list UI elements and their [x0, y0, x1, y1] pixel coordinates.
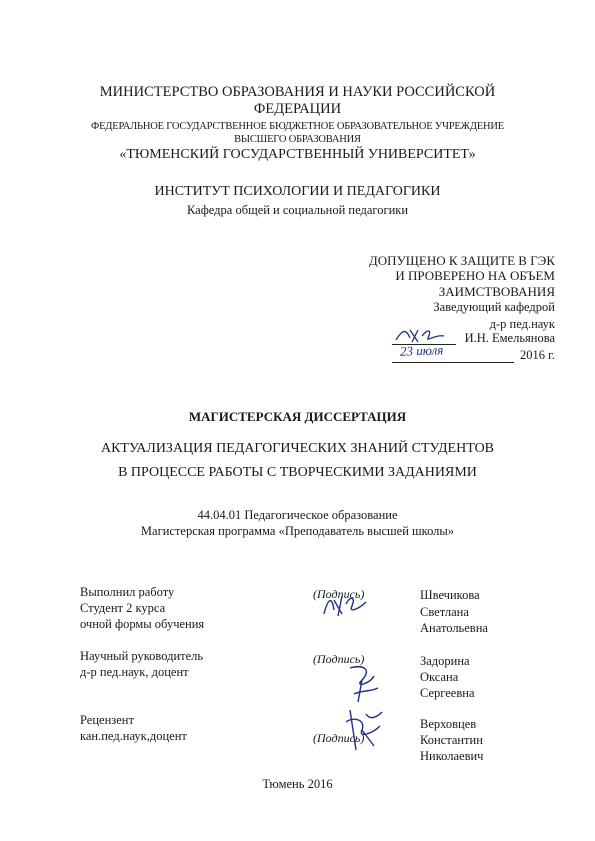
author-role1: Выполнил работу — [80, 585, 175, 599]
advisor-role2: д-р пед.наук, доцент — [80, 665, 189, 679]
institution-line1: ФЕДЕРАЛЬНОЕ ГОСУДАРСТВЕННОЕ БЮДЖЕТНОЕ ОБРАЗОВАТЕЛЬНОЕ УЧРЕЖДЕНИЕ — [90, 121, 505, 132]
author-signature — [318, 590, 370, 620]
author-role3: очной формы обучения — [80, 617, 205, 631]
advisor-surname: Задорина — [420, 654, 470, 668]
approval-line3: ЗАИМСТВОВАНИЯ — [438, 284, 555, 299]
institution-line2: ВЫСШЕГО ОБРАЗОВАНИЯ — [234, 134, 361, 145]
reviewer-patronymic: Николаевич — [420, 749, 484, 763]
advisor-sign-label: (Подпись) — [313, 652, 365, 666]
approval-line2: И ПРОВЕРЕНО НА ОБЪЕМ — [395, 268, 555, 283]
advisor-role1: Научный руководитель — [80, 649, 204, 663]
approval-head-degree: д-р пед.наук — [489, 317, 555, 331]
approval-year: 2016 г. — [520, 348, 555, 362]
reviewer-role2: кан.пед.наук,доцент — [80, 729, 187, 743]
reviewer-role1: Рецензент — [80, 713, 134, 727]
advisor-firstname: Оксана — [420, 670, 459, 684]
approval-head-name: И.Н. Емельянова — [464, 331, 555, 345]
author-role2: Студент 2 курса — [80, 601, 166, 615]
advisor-patronymic: Сергеевна — [420, 686, 475, 700]
topic-line2: В ПРОЦЕССЕ РАБОТЫ С ТВОРЧЕСКИМИ ЗАДАНИЯМИ — [118, 465, 477, 480]
program-name: Магистерская программа «Преподаватель высшей школы» — [140, 524, 455, 538]
reviewer-surname: Верховцев — [420, 717, 477, 731]
ministry-line1: МИНИСТЕРСТВО ОБРАЗОВАНИЯ И НАУКИ РОССИЙСКОЙ — [99, 84, 496, 100]
reviewer-sign-label: (Подпись) — [313, 731, 365, 745]
author-sign-label: (Подпись) — [313, 587, 365, 601]
program-code: 44.04.01 Педагогическое образование — [197, 508, 398, 522]
ministry-line2: ФЕДЕРАЦИИ — [253, 101, 342, 117]
author-surname: Швечикова — [420, 588, 480, 602]
advisor-signature — [340, 660, 390, 706]
author-patronymic: Анатольевна — [420, 621, 488, 635]
reviewer-firstname: Константин — [420, 733, 483, 747]
institute-name: ИНСТИТУТ ПСИХОЛОГИИ И ПЕДАГОГИКИ — [154, 184, 441, 199]
thesis-type: МАГИСТЕРСКАЯ ДИССЕРТАЦИЯ — [188, 409, 407, 424]
topic-line1: АКТУАЛИЗАЦИЯ ПЕДАГОГИЧЕСКИХ ЗНАНИЙ СТУДЕНТОВ — [100, 441, 495, 456]
author-firstname: Светлана — [420, 605, 469, 619]
approval-line1: ДОПУЩЕНО К ЗАЩИТЕ В ГЭК — [368, 253, 555, 268]
city-year: Тюмень 2016 — [262, 777, 333, 791]
reviewer-signature — [336, 706, 390, 756]
university-name: «ТЮМЕНСКИЙ ГОСУДАРСТВЕННЫЙ УНИВЕРСИТЕТ» — [119, 147, 476, 162]
approval-head-title: Заведующий кафедрой — [433, 300, 555, 314]
department-name: Кафедра общей и социальной педагогики — [186, 203, 409, 217]
handwritten-date: 23 июля — [399, 342, 444, 359]
date-line — [392, 362, 514, 363]
